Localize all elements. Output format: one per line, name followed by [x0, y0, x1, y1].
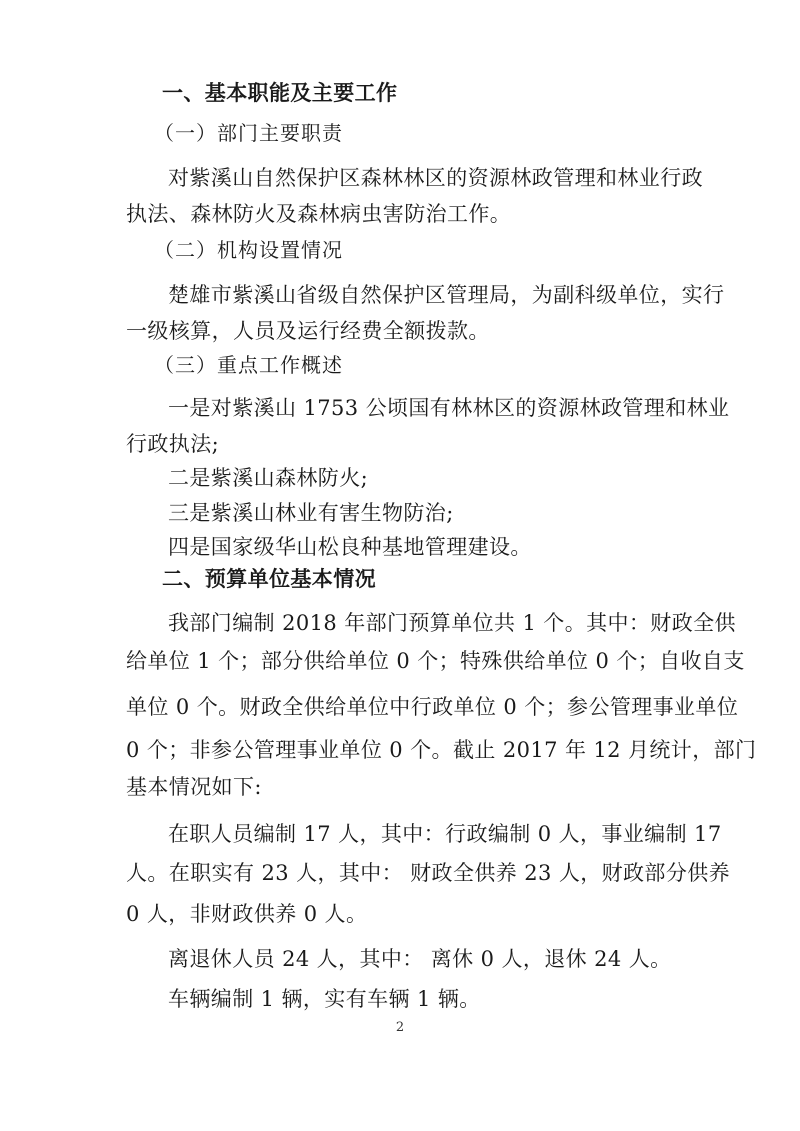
paragraph-key-work-4: 四是国家级华山松良种基地管理建设。 — [168, 535, 532, 559]
subsection-heading-key-work: （三）重点工作概述 — [154, 353, 343, 377]
paragraph-organization-line-1: 楚雄市紫溪山省级自然保护区管理局，为副科级单位，实行 — [168, 283, 725, 307]
paragraph-vehicles: 车辆编制 1 辆，实有车辆 1 辆。 — [168, 987, 481, 1011]
paragraph-staff-line-2: 人。在职实有 23 人，其中： 财政全供养 23 人，财政部分供养 — [126, 861, 731, 885]
paragraph-budget-line-4: 0 个；非参公管理事业单位 0 个。截止 2017 年 12 月统计，部门 — [126, 738, 757, 762]
paragraph-key-work-1-line-1: 一是对紫溪山 1753 公顷国有林林区的资源林政管理和林业 — [168, 396, 730, 420]
paragraph-staff-line-3: 0 人，非财政供养 0 人。 — [126, 902, 368, 926]
section-heading-basic-functions: 一、基本职能及主要工作 — [162, 81, 398, 105]
paragraph-budget-line-3: 单位 0 个。财政全供给单位中行政单位 0 个；参公管理事业单位 — [126, 695, 739, 719]
subsection-heading-main-duties: （一）部门主要职责 — [154, 121, 343, 145]
paragraph-organization-line-2: 一级核算，人员及运行经费全额拨款。 — [126, 319, 490, 343]
paragraph-duties-line-2: 执法、森林防火及森林病虫害防治工作。 — [126, 202, 512, 226]
paragraph-budget-line-5: 基本情况如下: — [126, 775, 262, 799]
paragraph-key-work-3: 三是紫溪山林业有害生物防治; — [168, 501, 454, 525]
paragraph-key-work-2: 二是紫溪山森林防火; — [168, 466, 369, 490]
paragraph-budget-line-1: 我部门编制 2018 年部门预算单位共 1 个。其中：财政全供 — [168, 611, 736, 635]
paragraph-duties-line-1: 对紫溪山自然保护区森林林区的资源林政管理和林业行政 — [168, 166, 703, 190]
page-number: 2 — [395, 1020, 405, 1035]
paragraph-retired-staff: 离退休人员 24 人，其中： 离休 0 人，退休 24 人。 — [168, 947, 672, 971]
paragraph-staff-line-1: 在职人员编制 17 人，其中：行政编制 0 人，事业编制 17 — [168, 822, 722, 846]
paragraph-key-work-1-line-2: 行政执法; — [126, 432, 220, 456]
paragraph-budget-line-2: 给单位 1 个；部分供给单位 0 个；特殊供给单位 0 个；自收自支 — [126, 649, 745, 673]
subsection-heading-organization: （二）机构设置情况 — [154, 238, 343, 262]
section-heading-budget-units: 二、预算单位基本情况 — [162, 567, 376, 591]
